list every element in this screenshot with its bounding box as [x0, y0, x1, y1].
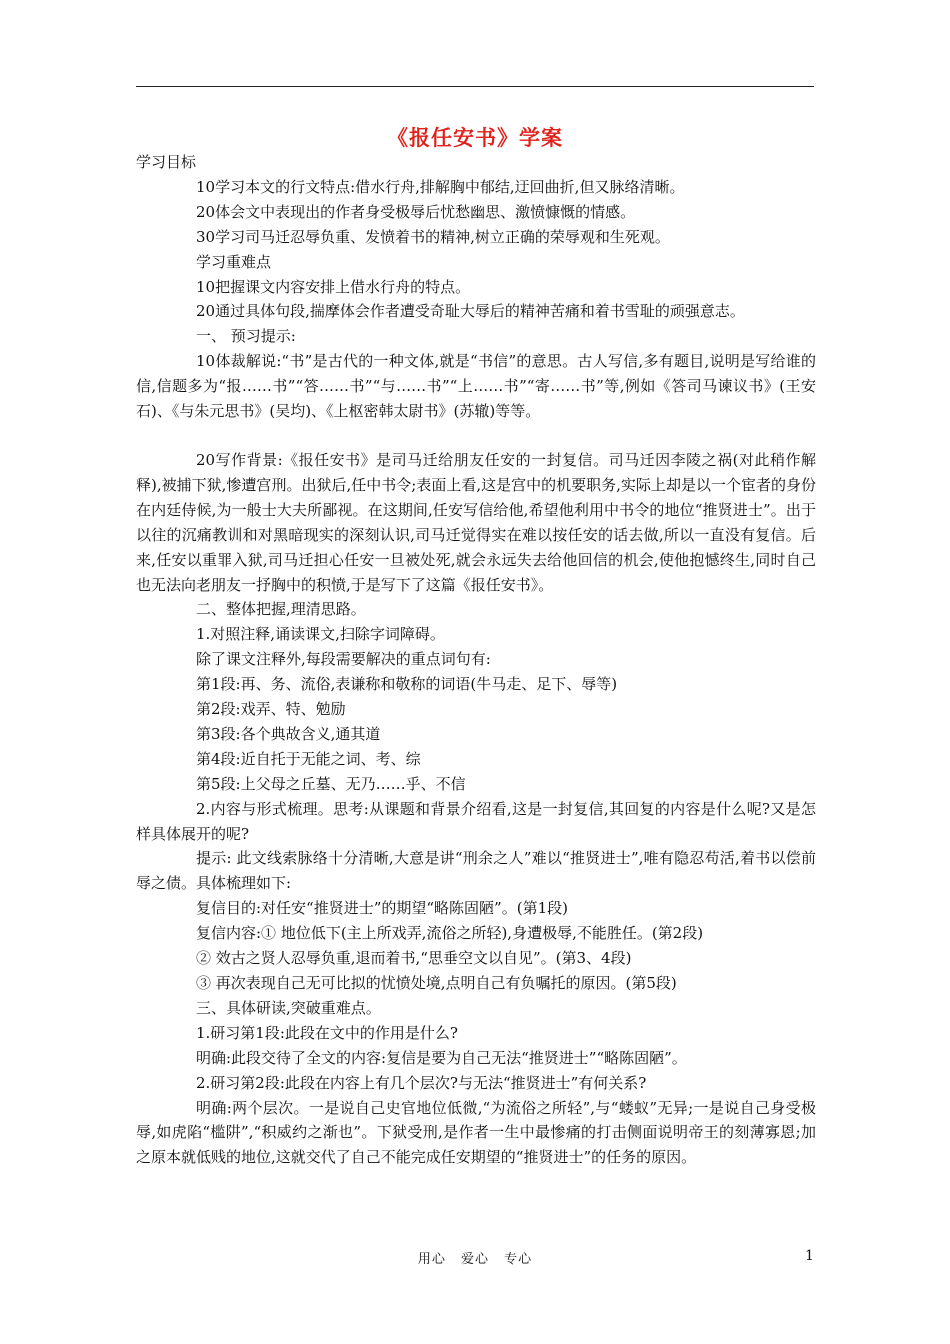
genre-paragraph: 10体裁解说:“书”是古代的一种文体,就是“书信”的意思。古人写信,多有题目,说明是写给谁的信,信题多为“报……书”“答……书”“与……书”“上……书”“寄……书”等,例如《答司马谏议书》(王安石)、《与朱元思书》(吴均)、《上枢密韩太尉书》(苏辙)等等。 — [136, 352, 816, 421]
paragraph-words-4: 第4段:近自托于无能之词、考、综 — [196, 749, 421, 768]
paragraph-words-5: 第5段:上父母之丘墓、无乃……乎、不信 — [196, 774, 466, 793]
overall-step-1: 1.对照注释,诵读课文,扫除字词障碍。 — [196, 625, 445, 644]
key-point-item-1: 10把握课文内容安排上借水行舟的特点。 — [196, 277, 471, 296]
words-intro: 除了课文注释外,每段需要解决的重点词句有: — [196, 650, 491, 669]
paragraph-words-1: 第1段:再、务、流俗,表谦称和敬称的词语(牛马走、足下、辱等) — [196, 675, 618, 694]
outline-item-4: ③ 再次表现自己无可比拟的忧愤处境,点明自己有负嘱托的原因。(第5段) — [196, 974, 677, 992]
goals-heading: 学习目标 — [136, 153, 197, 171]
key-points-heading: 学习重难点 — [196, 252, 272, 271]
study-question-2: 2.研习第2段:此段在内容上有几个层次?与无法“推贤进士”有何关系? — [196, 1073, 647, 1092]
overall-heading: 二、整体把握,理清思路。 — [196, 600, 366, 619]
overall-step-2: 2.内容与形式梳理。思考:从课题和背景介绍看,这是一封复信,其回复的内容是什么呢?又是怎样具体展开的呢? — [136, 799, 816, 843]
study-answer-2: 明确:两个层次。一是说自己史官地位低微,“为流俗之所轻”,与“蝼蚁”无异;一是说自己身受极辱,如虎陷“槛阱”,“积威约之渐也”。下狱受刑,是作者一生中最惨痛的打击侧面说明帝王的刻薄寡恩;加之原本就低贱的地位,这就交代了自己不能完成任安期望的“推贤进士”的任务的原因。 — [136, 1098, 816, 1167]
header-rule — [136, 86, 814, 87]
document-body — [136, 150, 816, 1170]
page-number: 1 — [805, 1248, 814, 1264]
study-question-1: 1.研习第1段:此段在文中的作用是什么? — [196, 1023, 458, 1042]
key-point-item-2: 20通过具体句段,揣摩体会作者遭受奇耻大辱后的精神苦痛和着书雪耻的顽强意志。 — [196, 302, 745, 321]
document-title: 《报任安书》学案 — [387, 126, 563, 150]
outline-item-2: 复信内容:① 地位低下(主上所戏弄,流俗之所轻),身遭极辱,不能胜任。(第2段) — [196, 924, 704, 943]
paragraph-spacer — [136, 424, 816, 448]
preview-heading: 一、 预习提示: — [196, 327, 296, 346]
hint-paragraph: 提示: 此文线索脉络十分清晰,大意是讲“刑余之人”难以“推贤进士”,唯有隐忍苟活,着书以偿前辱之债。具体梳理如下: — [136, 849, 816, 893]
study-answer-1: 明确:此段交待了全文的内容:复信是要为自己无法“推贤进士”“略陈固陋”。 — [196, 1048, 687, 1067]
footer-motto: 用心 爱心 专心 — [417, 1252, 533, 1267]
study-heading: 三、具体研读,突破重难点。 — [196, 998, 381, 1017]
outline-item-1: 复信目的:对任安“推贤进士”的期望“略陈固陋”。(第1段) — [196, 899, 568, 918]
goal-item-2: 20体会文中表现出的作者身受极辱后忧愁幽思、激愤慷慨的情感。 — [196, 202, 636, 221]
goal-item-3: 30学习司马迁忍辱负重、发愤着书的精神,树立正确的荣辱观和生死观。 — [196, 227, 670, 246]
paragraph-words-2: 第2段:戏弄、特、勉励 — [196, 700, 346, 719]
background-paragraph: 20写作背景:《报任安书》是司马迁给朋友任安的一封复信。司马迁因李陵之祸(对此稍作解释),被捕下狱,惨遭宫刑。出狱后,任中书令;表面上看,这是宫中的机要职务,实际上却是以一个宦者的身份在内廷侍候,为一般士大夫所鄙视。在这期间,任安写信给他,希望他利用中书令的地位“推贤进士”。出于以往的沉痛教训和对黑暗现实的深刻认识,司马迁觉得实在难以按任安的话去做,所以一直没有复信。后来,任安以重罪入狱,司马迁担心任安一旦被处死,就会永远失去给他回信的机会,使他抱憾终生,同时自己也无法向老朋友一抒胸中的积愤,于是写下了这篇《报任安书》。 — [136, 450, 816, 594]
outline-item-3: ② 效古之贤人忍辱负重,退而着书,“思垂空文以自见”。(第3、4段) — [196, 949, 632, 968]
paragraph-words-3: 第3段:各个典故含义,通其道 — [196, 724, 381, 743]
goal-item-1: 10学习本文的行文特点:借水行舟,排解胸中郁结,迂回曲折,但又脉络清晰。 — [196, 177, 685, 196]
